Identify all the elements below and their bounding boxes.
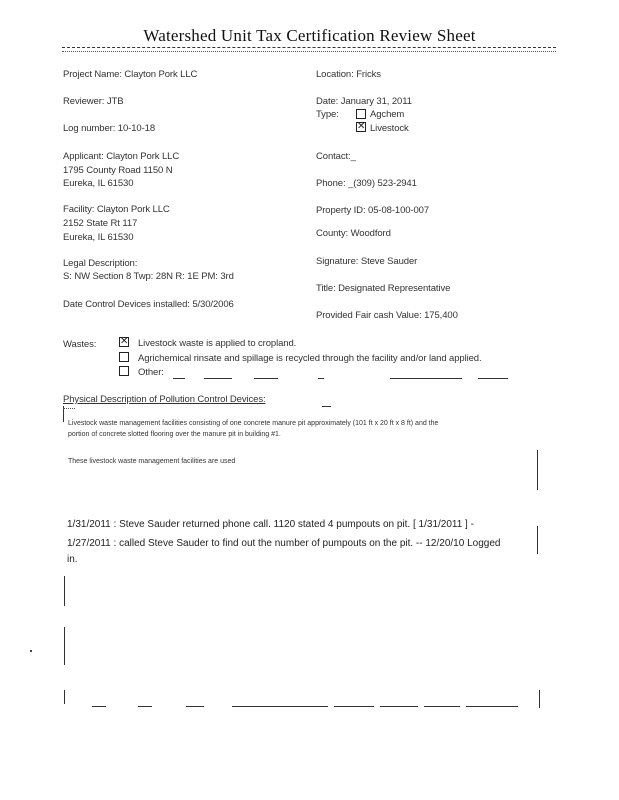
log-entry-2: 1/27/2011 : called Steve Sauder to find out the number of pumpouts on the pit. -- 12/20/10 Logged [67, 538, 501, 549]
reviewer: Reviewer: JTB [63, 96, 124, 107]
other-blank [173, 378, 185, 379]
applicant-address: 1795 County Road 1150 N [63, 165, 173, 176]
bottom-blank [466, 706, 518, 707]
other-blank [390, 378, 462, 379]
box-left-edge [64, 576, 65, 606]
waste-livestock-label: Livestock waste is applied to cropland. [138, 338, 297, 349]
type-livestock-label: Livestock [370, 123, 409, 134]
bottom-blank [424, 706, 460, 707]
facility-address: 2152 State Rt 117 [63, 218, 138, 229]
other-blank [204, 378, 232, 379]
contact: Contact:_ [316, 151, 356, 162]
review-date: Date: January 31, 2011 [316, 96, 412, 107]
bottom-blank [92, 706, 106, 707]
applicant-name: Applicant: Clayton Pork LLC [63, 151, 180, 162]
county: County: Woodford [316, 228, 391, 239]
bottom-blank [232, 706, 328, 707]
type-agchem-checkbox[interactable] [356, 109, 366, 119]
legal-description-value: S: NW Section 8 Twp: 28N R: 1E PM: 3rd [63, 271, 234, 282]
phone: Phone: _(309) 523-2941 [316, 178, 417, 189]
waste-agrichemical-checkbox[interactable] [119, 352, 129, 362]
bottom-blank [334, 706, 374, 707]
wastes-label: Wastes: [63, 339, 97, 350]
box-right-edge [537, 450, 538, 490]
fair-cash-value: Provided Fair cash Value: 175,400 [316, 310, 458, 321]
waste-other-label: Other: [138, 367, 164, 378]
type-agchem-label: Agchem [370, 109, 405, 120]
box-left-edge [64, 627, 65, 665]
waste-agrichemical-label: Agrichemical rinsate and spillage is recycled through the facility and/or land applied. [138, 353, 482, 364]
facility-name: Facility: Clayton Pork LLC [63, 204, 170, 215]
log-entry-3: in. [67, 554, 78, 565]
title-field: Title: Designated Representative [316, 283, 451, 294]
bottom-blank [186, 706, 204, 707]
usage-note: These livestock waste management facilities are used [68, 458, 236, 465]
other-blank [254, 378, 278, 379]
box-corner [63, 408, 75, 409]
description-line-2: portion of concrete slotted flooring over the manure pit in building #1. [68, 431, 281, 438]
page-title: Watershed Unit Tax Certification Review Sheet [143, 26, 476, 45]
other-blank [318, 378, 324, 379]
other-blank [478, 378, 508, 379]
physical-heading: Physical Description of Pollution Control Devices: [63, 394, 266, 405]
box-right-edge [537, 526, 538, 554]
waste-other-checkbox[interactable] [119, 366, 129, 376]
bottom-blank [138, 706, 152, 707]
log-number: Log number: 10-10-18 [63, 123, 156, 134]
property-id: Property ID: 05-08-100-007 [316, 205, 430, 216]
type-label: Type: [316, 109, 339, 120]
box-right-edge [539, 690, 540, 708]
location: Location: Fricks [316, 69, 381, 80]
bottom-blank [380, 706, 418, 707]
waste-livestock-checkbox[interactable]: ✕ [120, 336, 129, 347]
heading-blank [322, 406, 331, 407]
box-left-edge [64, 690, 65, 704]
title-divider [62, 47, 556, 52]
facility-city: Eureka, IL 61530 [63, 232, 134, 243]
project-name: Project Name: Clayton Pork LLC [63, 69, 198, 80]
log-entry-1: 1/31/2011 : Steve Sauder returned phone call. 1120 stated 4 pumpouts on pit. [ 1/31/2011 ] - [67, 519, 474, 530]
date-installed: Date Control Devices installed: 5/30/2006 [63, 299, 234, 310]
type-livestock-checkbox[interactable]: ✕ [357, 121, 366, 132]
applicant-city: Eureka, IL 61530 [63, 178, 134, 189]
signature: Signature: Steve Sauder [316, 256, 418, 267]
legal-description-label: Legal Description: [63, 258, 138, 269]
description-line-1: Livestock waste management facilities consisting of one concrete manure pit approximately (101 ft x 20 ft x 8 ft) and the [68, 420, 439, 427]
scan-speck [30, 650, 32, 652]
